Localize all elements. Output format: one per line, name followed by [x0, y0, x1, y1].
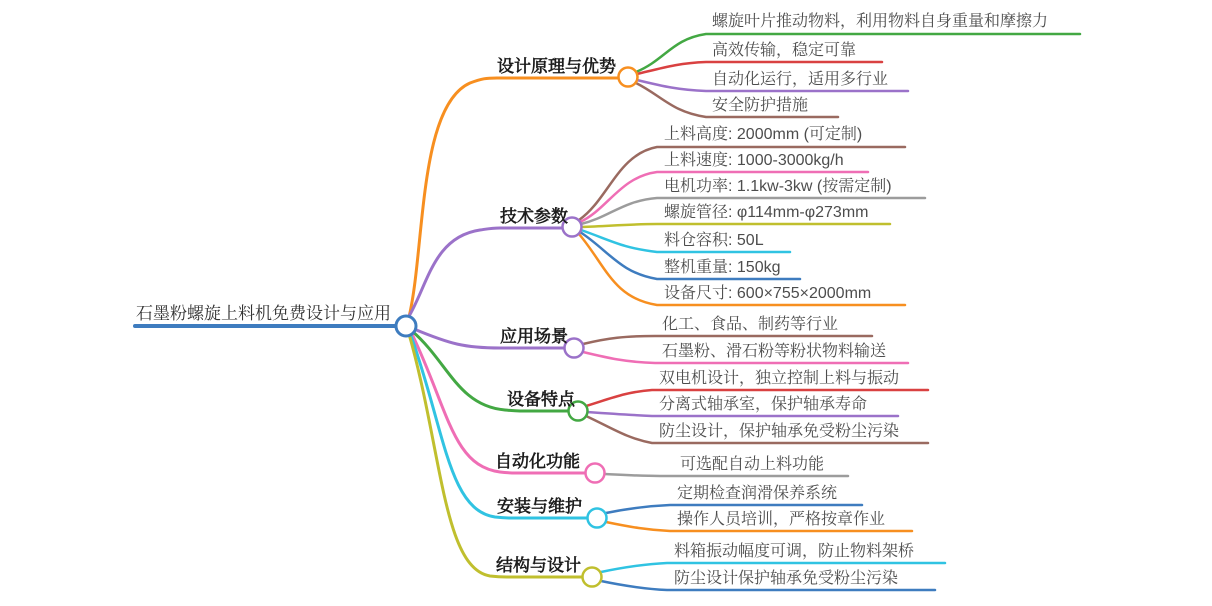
branch-label-applications[interactable]: 应用场景 — [500, 327, 568, 346]
child-topic[interactable]: 自动化运行，适用多行业 — [712, 71, 889, 88]
branch-label-automation[interactable]: 自动化功能 — [495, 452, 580, 471]
connector-child — [636, 34, 1080, 72]
branch-label-features[interactable]: 设备特点 — [507, 390, 575, 409]
child-topic[interactable]: 螺旋叶片推动物料，利用物料自身重量和摩擦力 — [712, 13, 1049, 30]
connector-branch-specs — [408, 228, 562, 318]
branch-node-circle-structure[interactable] — [583, 568, 602, 587]
child-topic[interactable]: 防尘设计，保护轴承免受粉尘污染 — [659, 423, 900, 440]
child-topic[interactable]: 高效传输，稳定可靠 — [712, 42, 857, 59]
child-topic[interactable]: 上料速度: 1000-3000kg/h — [664, 152, 844, 169]
child-topic[interactable]: 操作人员培训，严格按章作业 — [677, 511, 886, 528]
child-topic[interactable]: 安全防护措施 — [712, 97, 809, 114]
branch-label-specs[interactable]: 技术参数 — [500, 207, 568, 226]
branch-label-structure[interactable]: 结构与设计 — [496, 556, 581, 575]
child-topic[interactable]: 可选配自动上料功能 — [680, 456, 825, 473]
child-topic[interactable]: 料箱振动幅度可调，防止物料架桥 — [674, 543, 915, 560]
connector-child — [582, 224, 890, 227]
child-topic[interactable]: 上料高度: 2000mm (可定制) — [664, 126, 863, 143]
child-topic[interactable]: 化工、食品、制药等行业 — [662, 316, 839, 333]
child-topic[interactable]: 石墨粉、滑石粉等粉状物料输送 — [662, 343, 887, 360]
root-node-circle[interactable] — [396, 316, 416, 336]
child-topic[interactable]: 料仓容积: 50L — [664, 232, 764, 249]
connector-branch-design — [409, 78, 619, 317]
branch-node-circle-design[interactable] — [619, 68, 638, 87]
branch-label-maintenance[interactable]: 安装与维护 — [497, 497, 582, 516]
child-topic[interactable]: 分离式轴承室，保护轴承寿命 — [659, 396, 868, 413]
root-topic[interactable]: 石墨粉螺旋上料机免费设计与应用 — [136, 304, 391, 323]
connector-branch-maintenance — [410, 333, 587, 518]
child-topic[interactable]: 螺旋管径: φ114mm-φ273mm — [664, 204, 869, 221]
child-topic[interactable]: 定期检查润滑保养系统 — [677, 485, 838, 502]
child-topic[interactable]: 设备尺寸: 600×755×2000mm — [664, 285, 872, 302]
child-topic[interactable]: 电机功率: 1.1kw-3kw (按需定制) — [664, 178, 892, 195]
child-topic[interactable]: 防尘设计保护轴承免受粉尘污染 — [674, 570, 899, 587]
branch-node-circle-maintenance[interactable] — [588, 509, 607, 528]
branch-label-design[interactable]: 设计原理与优势 — [497, 57, 616, 76]
branch-node-circle-automation[interactable] — [586, 464, 605, 483]
child-topic[interactable]: 整机重量: 150kg — [664, 259, 781, 276]
child-topic[interactable]: 双电机设计，独立控制上料与振动 — [659, 370, 900, 387]
